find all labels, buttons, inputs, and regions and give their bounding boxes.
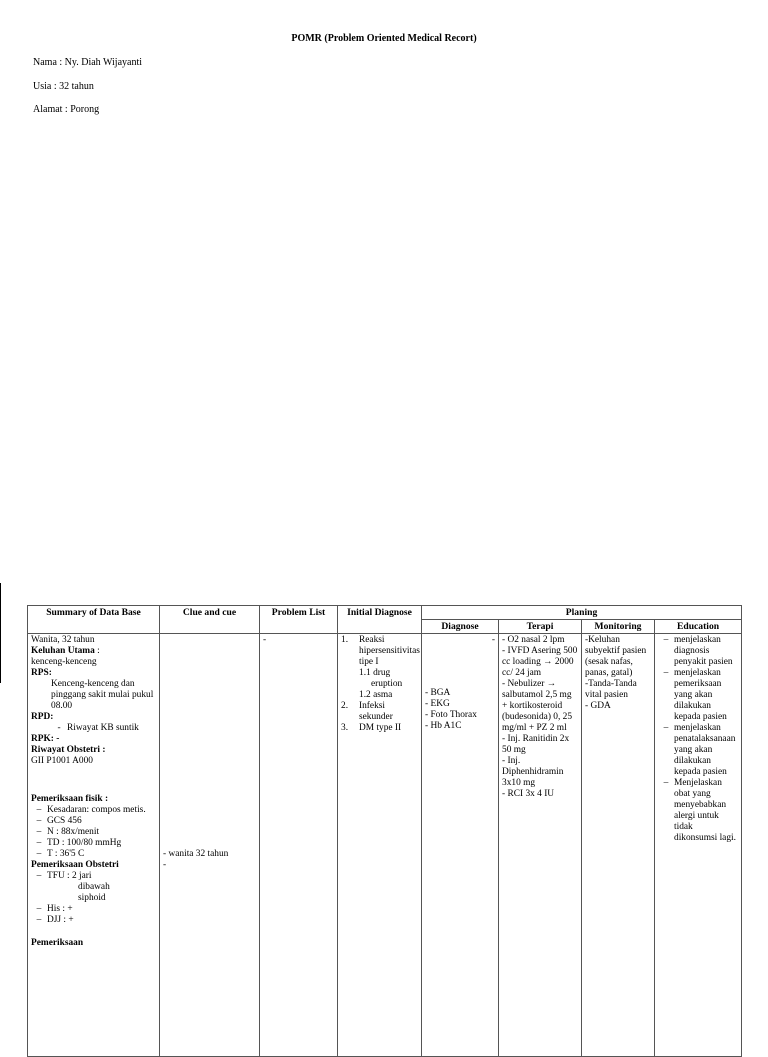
item-number: 2. bbox=[341, 701, 349, 711]
item-number: 3. bbox=[341, 723, 349, 733]
initial-reaksi: Reaksi hipersensitivitas tipe I bbox=[359, 635, 420, 667]
keluhan-value: kenceng-kenceng bbox=[31, 657, 97, 667]
fisik-item bbox=[31, 816, 156, 827]
initial-item bbox=[341, 723, 418, 734]
rpk-label: RPK: - bbox=[31, 734, 60, 744]
dash-mark: – bbox=[36, 816, 42, 826]
header-education: Education bbox=[655, 620, 742, 634]
obstetri-djj: DJJ : + bbox=[47, 915, 74, 925]
terapi-item: - Inj. Ranitidin 2x 50 mg bbox=[502, 734, 570, 755]
obstetri-item bbox=[31, 915, 156, 926]
dash-mark: – bbox=[663, 668, 669, 678]
summary-wanita: Wanita, 32 tahun bbox=[31, 635, 95, 645]
monitoring-cell bbox=[582, 634, 655, 1057]
fisik-td: TD : 100/80 mmHg bbox=[47, 838, 122, 848]
dash-mark: – bbox=[36, 805, 42, 815]
dash-mark: – bbox=[663, 635, 669, 645]
diagnose-item: - EKG bbox=[425, 699, 450, 709]
obstetri-tfu: TFU : 2 jari bbox=[47, 871, 92, 881]
summary-cell bbox=[28, 634, 160, 1057]
education-text: menjelaskan penatalaksanaan yang akan dilakukan kepada pasien bbox=[674, 723, 736, 777]
terapi-item: - RCI 3x 4 IU bbox=[502, 789, 555, 799]
education-cell bbox=[655, 634, 742, 1057]
terapi-item: - IVFD Asering 500 cc loading → 2000 cc/ 24 jam bbox=[502, 646, 578, 678]
problem-list-cell bbox=[260, 634, 338, 1057]
fisik-kesadaran: Kesadaran: compos metis. bbox=[47, 805, 146, 815]
header-initial-diagnose: Initial Diagnose bbox=[338, 606, 422, 634]
fisik-item bbox=[31, 805, 156, 816]
tfu-continuation: dibawah bbox=[78, 882, 110, 892]
education-item bbox=[658, 635, 738, 668]
patient-name: Nama : Ny. Diah Wijayanti bbox=[33, 57, 143, 68]
terapi-cell bbox=[499, 634, 582, 1057]
obstetri-label: Riwayat Obstetri : bbox=[31, 745, 106, 755]
initial-item bbox=[341, 701, 418, 723]
header-planing: Planing bbox=[422, 606, 742, 620]
obstetri-item bbox=[31, 904, 156, 915]
header-problem-list: Problem List bbox=[260, 606, 338, 634]
header-clue: Clue and cue bbox=[160, 606, 260, 634]
education-text: menjelaskan pemeriksaan yang akan dilakukan kepada pasien bbox=[674, 668, 727, 722]
tfu-continuation: siphoid bbox=[78, 893, 106, 903]
dash-mark: – bbox=[36, 827, 42, 837]
education-text: menjelaskan diagnosis penyakit pasien bbox=[674, 635, 733, 667]
pemeriksaan-label: Pemeriksaan bbox=[31, 938, 84, 948]
keluhan-separator: : bbox=[94, 646, 100, 656]
dash-mark: – bbox=[36, 871, 42, 881]
initial-sub-item: 1.1 drug bbox=[359, 668, 391, 678]
initial-sub-item: 1.2 asma bbox=[359, 690, 393, 700]
initial-sub-item-cont: eruption bbox=[371, 679, 403, 689]
diagnose-item: - Hb A1C bbox=[425, 721, 462, 731]
pemeriksaan-obstetri-label: Pemeriksaan Obstetri bbox=[31, 860, 119, 870]
pemeriksaan-fisik-label: Pemeriksaan fisik : bbox=[31, 794, 109, 804]
clue-line: - bbox=[163, 860, 167, 870]
dash-mark: – bbox=[36, 849, 42, 859]
fisik-nadi: N : 88x/menit bbox=[47, 827, 100, 837]
education-item bbox=[658, 723, 738, 778]
diagnose-cell bbox=[422, 634, 499, 1057]
summary-keluhan bbox=[31, 646, 156, 657]
education-text: Menjelaskan obat yang menyebabkan alergi untuk tidak dikonsumsi lagi. bbox=[674, 778, 736, 843]
pomr-table bbox=[27, 605, 742, 1057]
problem-list-value: - bbox=[263, 635, 267, 645]
initial-item bbox=[341, 635, 418, 668]
education-item bbox=[658, 668, 738, 723]
header-summary: Summary of Data Base bbox=[28, 606, 160, 634]
diagnose-item: - BGA bbox=[425, 688, 451, 698]
fisik-item bbox=[31, 849, 156, 860]
dash-mark: – bbox=[663, 778, 669, 788]
dash-mark: – bbox=[36, 915, 42, 925]
fisik-item bbox=[31, 827, 156, 838]
initial-infeksi: Infeksi sekunder bbox=[359, 701, 393, 722]
obstetri-item bbox=[31, 871, 156, 882]
terapi-item: - O2 nasal 2 lpm bbox=[502, 635, 565, 645]
monitoring-item: - GDA bbox=[585, 701, 611, 711]
monitoring-item: -Tanda-Tanda vital pasien bbox=[585, 679, 637, 700]
keluhan-label: Keluhan Utama bbox=[31, 646, 95, 656]
dash-mark: – bbox=[36, 904, 42, 914]
monitoring-item: -Keluhan subyektif pasien (sesak nafas, panas, gatal) bbox=[585, 635, 647, 678]
obstetri-his: His : + bbox=[47, 904, 73, 914]
item-number: 1. bbox=[341, 635, 349, 645]
clue-cell bbox=[160, 634, 260, 1057]
patient-address: Alamat : Porong bbox=[33, 104, 100, 115]
rpd-item bbox=[31, 723, 156, 734]
diagnose-list bbox=[425, 688, 495, 732]
header-diagnose: Diagnose bbox=[422, 620, 499, 634]
document-title: POMR (Problem Oriented Medical Recort) bbox=[291, 33, 477, 44]
fisik-item bbox=[31, 838, 156, 849]
page-edge-line bbox=[0, 583, 1, 683]
rps-label: RPS: bbox=[31, 668, 52, 678]
rpd-text: Riwayat KB suntik bbox=[67, 723, 139, 733]
dash-mark: – bbox=[36, 838, 42, 848]
obstetri-value: GII P1001 A000 bbox=[31, 756, 93, 766]
rps-text: Kenceng-kenceng dan pinggang sakit mulai pukul 08.00 bbox=[51, 679, 154, 711]
terapi-item: - Inj. Diphenhidramin 3x10 mg bbox=[502, 756, 564, 788]
rpd-mark: - bbox=[57, 723, 61, 733]
header-monitoring: Monitoring bbox=[582, 620, 655, 634]
initial-diagnose-cell bbox=[338, 634, 422, 1057]
rpd-label: RPD: bbox=[31, 712, 54, 722]
fisik-gcs: GCS 456 bbox=[47, 816, 82, 826]
patient-age: Usia : 32 tahun bbox=[33, 81, 94, 92]
header-terapi: Terapi bbox=[499, 620, 582, 634]
diagnose-item: - Foto Thorax bbox=[425, 710, 477, 720]
clue-line: - wanita 32 tahun bbox=[163, 849, 229, 859]
diagnose-top-dash: - bbox=[491, 635, 495, 645]
terapi-item: - Nebulizer → salbutamol 2,5 mg + kortikosteroid (budesonida) 0, 25 mg/ml + PZ 2 ml bbox=[502, 679, 573, 733]
fisik-suhu: T : 36'5 C bbox=[47, 849, 85, 859]
initial-dm: DM type II bbox=[359, 723, 402, 733]
dash-mark: – bbox=[663, 723, 669, 733]
education-item bbox=[658, 778, 738, 844]
